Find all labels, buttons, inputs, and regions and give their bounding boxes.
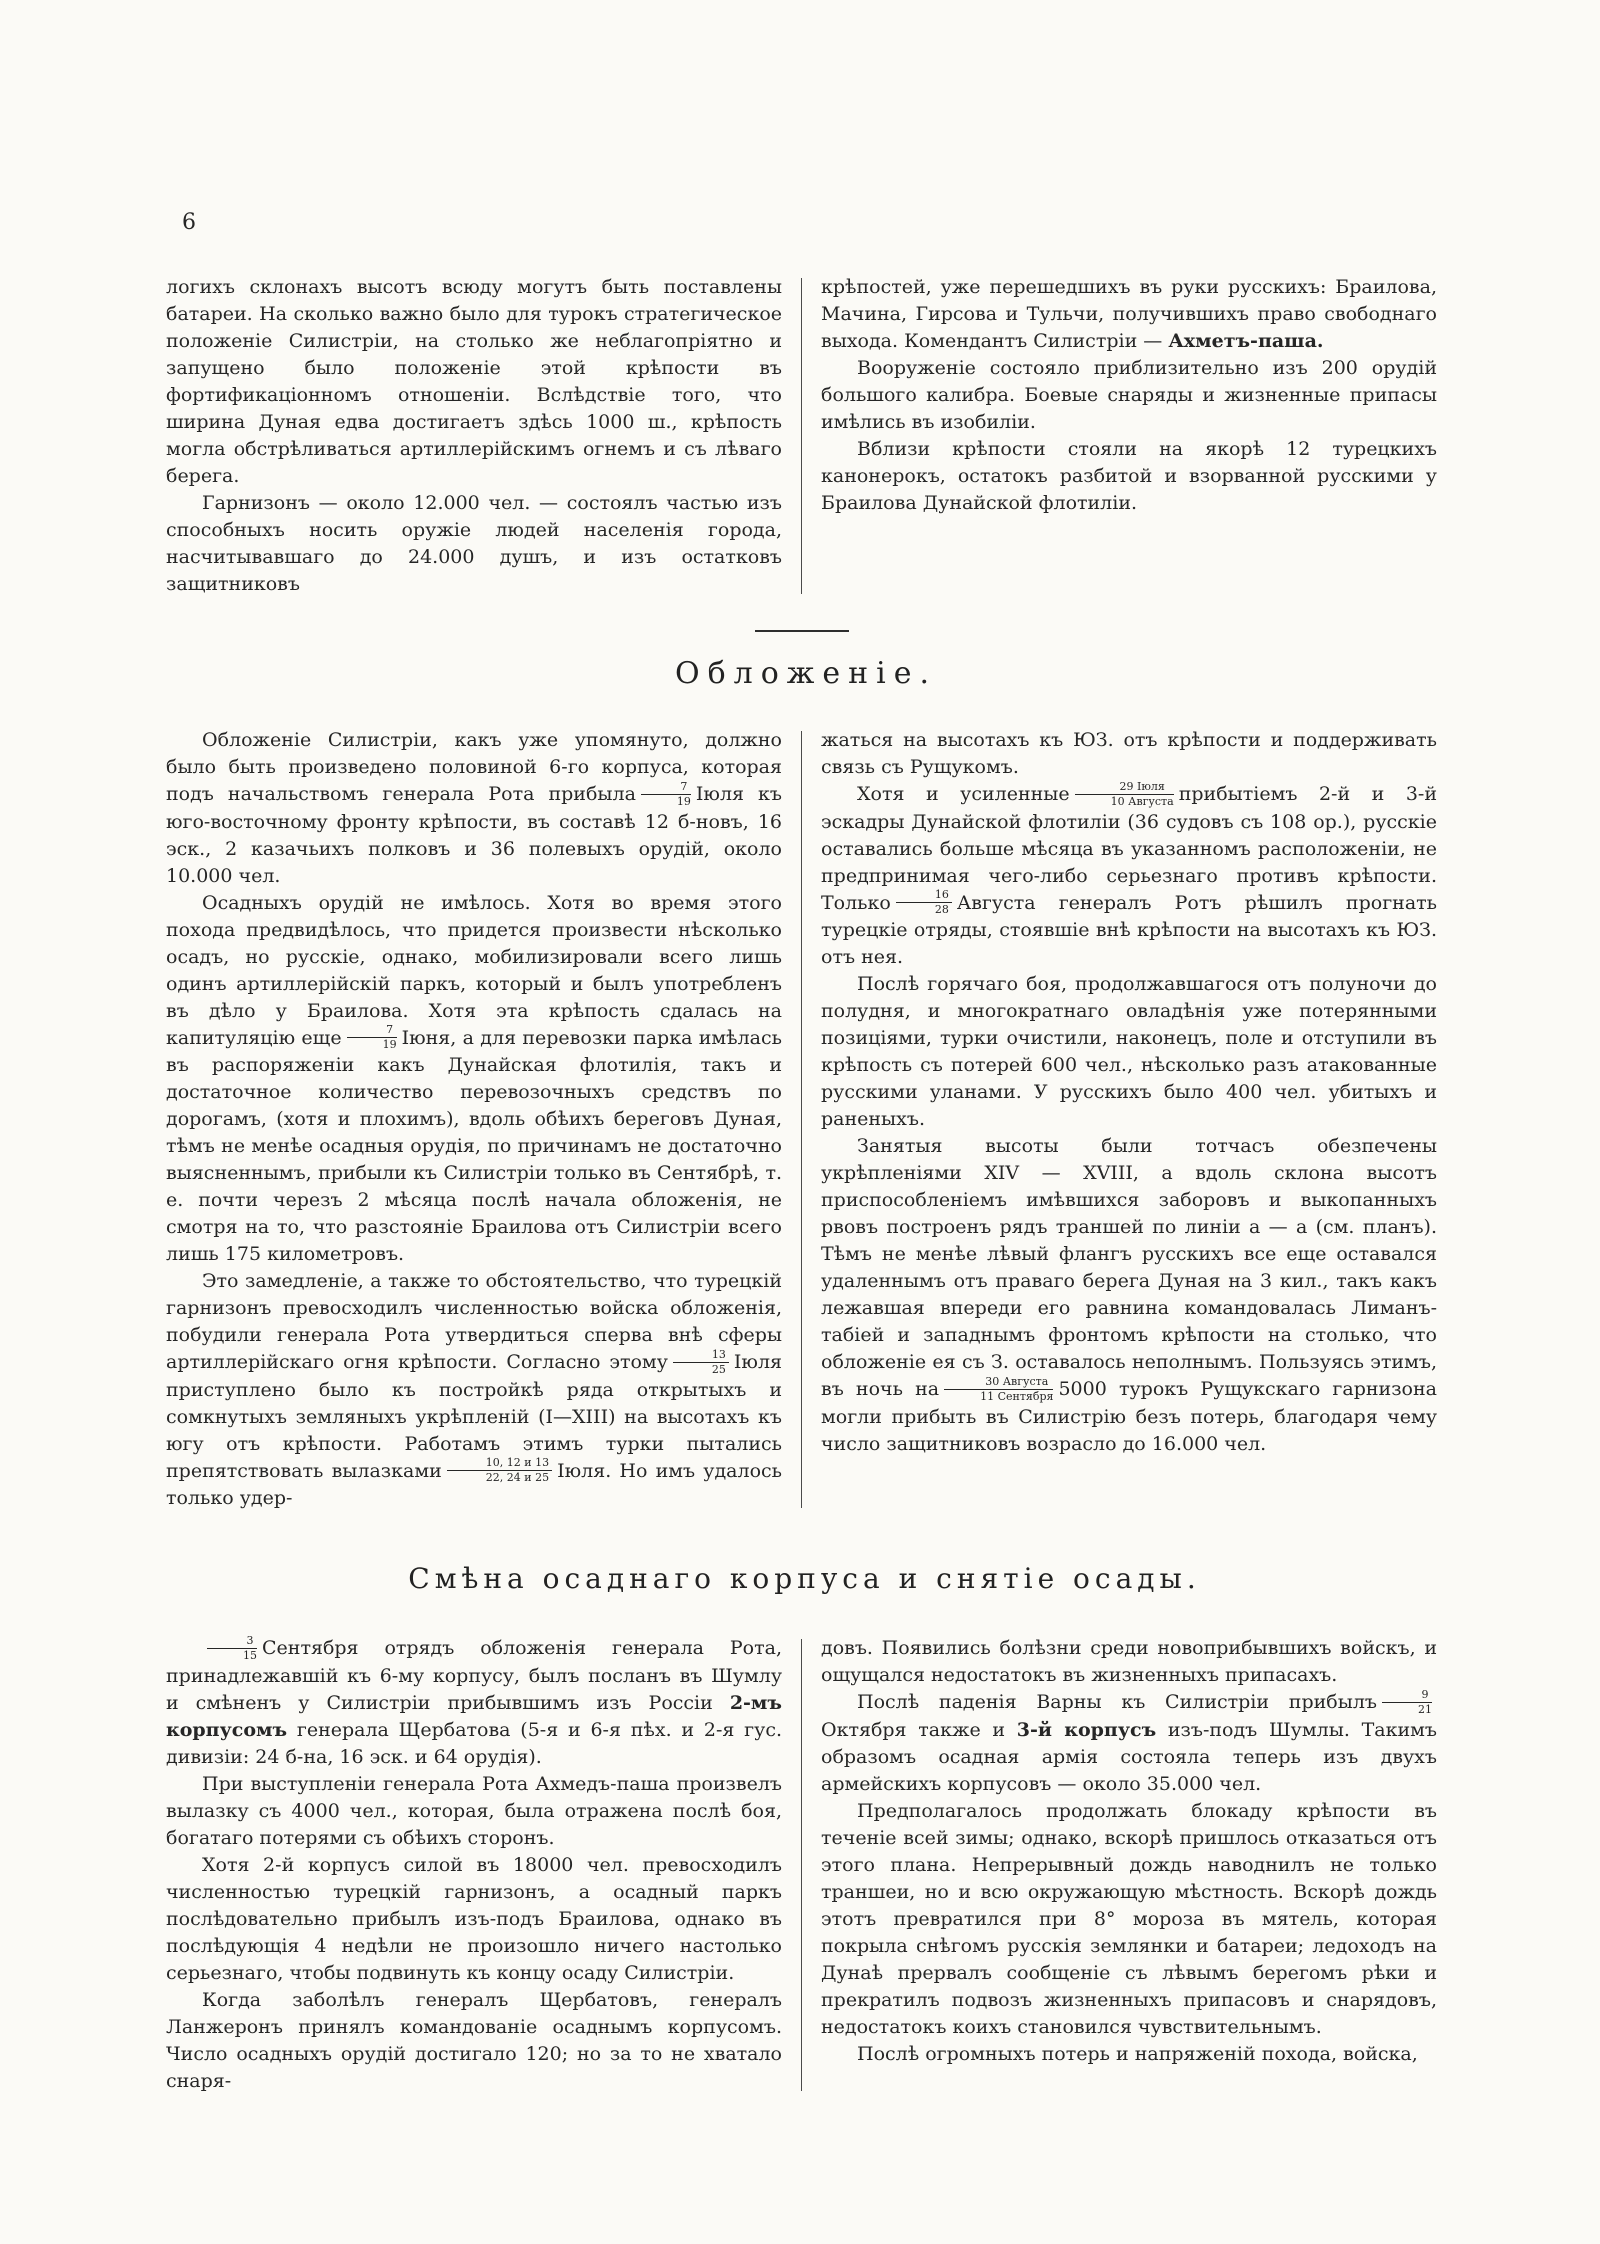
fraction-numerator: 30 Августа xyxy=(944,1376,1053,1390)
page-content xyxy=(166,274,1438,2095)
paragraph: логихъ склонахъ высотъ всюду могутъ быть поставлены батареи. На сколько важно было для турокъ стратегическое положеніе Силистріи, на столько же неблагопріятно и запущено было положеніе этой крѣпости въ фортификаціонномъ отношеніи. Вслѣдствіе того, что ширина Дуная едва достигаетъ здѣсь 1000 ш., крѣпость могла обстрѣливаться артиллерійскимъ огнемъ и съ лѣваго берега. xyxy=(166,276,782,487)
bold-text: 2-мъ корпусомъ xyxy=(166,1691,782,1741)
text-segment: изъ-подъ Шумлы. Такимъ образомъ осадная армія состояла теперь изъ двухъ армейскихъ корпусовъ — около 35.000 чел. xyxy=(821,1718,1437,1795)
text-segment: Послѣ паденія Варны къ Силистріи прибылъ xyxy=(857,1691,1377,1713)
fraction-denominator: 28 xyxy=(934,903,949,916)
fraction-numerator: 10, 12 и 13 xyxy=(447,1457,552,1471)
text-segment: Хотя и усиленные xyxy=(857,783,1070,805)
paragraph: Предполагалось продолжать блокаду крѣпости въ теченіе всей зимы; однако, вскорѣ пришлось отказаться отъ этого плана. Непрерывный дождь наводнилъ не только траншеи, но и всю окружающую мѣстность. Вскорѣ дождь этотъ превратился при 8° мороза въ мятель, которая покрыла снѣгомъ русскія землянки и батареи; ледоходъ на Дунаѣ прервалъ сообщеніе съ лѣвымъ берегомъ рѣки и прекратилъ подвозъ жизненныхъ припасовъ и снарядовъ, недостатокъ коихъ становился чувствительнымъ. xyxy=(821,1799,1437,2038)
paragraph: Вооруженіе состояло приблизительно изъ 200 орудій большого калибра. Боевые снаряды и жизненные припасы имѣлись въ изобиліи. xyxy=(821,357,1437,433)
fraction-denominator: 10 Августа xyxy=(1110,794,1174,808)
relief-left-column xyxy=(166,1635,782,2095)
text-segment: Это замедленіе, а также то обстоятельство, что турецкій гарнизонъ превосходилъ численностью войска обложенія, побудили генерала Рота утвердиться сперва внѣ сферы артиллерійскаго огня крѣпости. Согласно этому xyxy=(166,1270,782,1373)
fraction-denominator: 25 xyxy=(711,1362,726,1376)
date-fraction xyxy=(1075,781,1174,808)
text-segment: Августа генералъ Ротъ рѣшилъ прогнать турецкіе отряды, стоявшіе внѣ крѣпости на высотахъ къ ЮЗ. отъ нея. xyxy=(821,891,1437,968)
paragraph xyxy=(166,727,782,890)
fraction-numerator: 7 xyxy=(641,781,691,795)
text-segment: Занятыя высоты были тотчасъ обезпечены укрѣпленіями XIV — XVIII, а вдоль склона высотъ приспособленіемъ имѣвшихся заборовъ и выкопанныхъ рвовъ построенъ рядъ траншей по линіи а — а (см. планъ). Тѣмъ не менѣе лѣвый флангъ русскихъ все еще оставался удаленнымъ отъ праваго берега Дуная на 3 кил., такъ какъ лежавшая впереди его равнина командовалась Лиманъ-табіей и западнымъ фронтомъ крѣпости на столько, что обложеніе ея съ З. оставалось неполнымъ. Пользуясь этимъ, въ ночь на xyxy=(821,1135,1437,1400)
column-divider xyxy=(801,278,802,594)
paragraph: довъ. Появились болѣзни среди новоприбывшихъ войскъ, и ощущался недостатокъ въ жизненныхъ припасахъ. xyxy=(821,1637,1437,1686)
paragraph xyxy=(166,1268,782,1512)
paragraph xyxy=(166,890,782,1269)
siege-section xyxy=(166,727,1438,1512)
fraction-denominator: 19 xyxy=(676,794,691,808)
text-segment: Сентября отрядъ обложенія генерала Рота, принадлежавшій къ 6-му корпусу, былъ посланъ въ Шумлу и смѣненъ у Силистріи прибывшимъ изъ Россіи xyxy=(166,1637,782,1714)
paragraph xyxy=(821,274,1437,355)
section-divider xyxy=(166,630,1438,632)
paragraph xyxy=(166,1635,782,1771)
text-segment: Іюня, а для перевозки парка имѣлась въ распоряженіи какъ Дунайская флотилія, такъ и достаточное количество перевозочныхъ средствъ по дорогамъ, (хотя и плохимъ), вдоль обѣихъ береговъ Дуная, тѣмъ не менѣе осадныя орудія, по причинамъ не достаточно выясненнымъ, прибыли къ Силистріи только въ Сентябрѣ, т. е. почти черезъ 2 мѣсяца послѣ начала обложенія, не смотря на то, что разстояніе Браилова отъ Силистріи всего лишь 175 километровъ. xyxy=(166,1026,782,1265)
date-fraction xyxy=(347,1024,397,1051)
paragraph: Послѣ огромныхъ потерь и напряженій похода, войска, xyxy=(857,2042,1418,2065)
divider-rule xyxy=(755,630,849,632)
date-fraction xyxy=(896,889,952,916)
paragraph: Хотя 2-й корпусъ силой въ 18000 чел. превосходилъ численностью турецкій гарнизонъ, а осадный паркъ послѣдовательно прибылъ изъ-подъ Браилова, однако въ послѣдующія 4 недѣли не произошло ничего настолько серьезнаго, чтобы подвинуть къ концу осаду Силистріи. xyxy=(166,1853,782,1984)
paragraph: Гарнизонъ — около 12.000 чел. — состоялъ частью изъ способныхъ носить оружіе людей населенія города, насчитывавшаго до 24.000 душъ, и изъ остатковъ защитниковъ xyxy=(166,492,782,595)
intro-section xyxy=(166,274,1438,598)
date-fraction xyxy=(944,1376,1053,1403)
column-divider xyxy=(801,731,802,1508)
section-heading-relief: Смѣна осаднаго корпуса и снятіе осады. xyxy=(408,1562,1201,1595)
fraction-numerator: 13 xyxy=(673,1349,729,1363)
intro-right-column xyxy=(821,274,1437,598)
paragraph xyxy=(821,781,1437,971)
fraction-numerator: 29 Іюля xyxy=(1075,781,1174,795)
paragraph: Послѣ горячаго боя, продолжавшагося отъ полуночи до полудня, и многократнаго овладѣнія уже потерянными позиціями, турки очистили, наконецъ, поле и отступили въ крѣпость съ потерей 600 чел., нѣсколько разъ атакованные русскими уланами. У русскихъ было 400 чел. убитыхъ и раненыхъ. xyxy=(821,973,1437,1130)
fraction-numerator: 16 xyxy=(896,889,952,903)
date-fraction xyxy=(1382,1689,1432,1716)
fraction-denominator: 15 xyxy=(243,1648,257,1662)
fraction-denominator: 19 xyxy=(382,1038,397,1051)
text-segment: Осадныхъ орудій не имѣлось. Хотя во время этого похода предвидѣлось, что придется произвести нѣсколько осадъ, но русскіе, однако, мобилизировали всего лишь одинъ артиллерійскій паркъ, который и былъ употребленъ въ дѣло у Браилова. Хотя эта крѣпость сдалась на капитуляцію еще xyxy=(166,891,782,1049)
fraction-denominator: 22, 24 и 25 xyxy=(485,1471,550,1484)
paragraph: Когда заболѣлъ генералъ Щербатовъ, генералъ Ланжеронъ принялъ командованіе осаднымъ корпусомъ. Число осадныхъ орудій достигало 120; но за то не хватало снаря- xyxy=(166,1988,782,2092)
paragraph: Вблизи крѣпости стояли на якорѣ 12 турецкихъ канонерокъ, остатокъ разбитой и взорванной русскими у Браилова Дунайской флотиліи. xyxy=(821,438,1437,514)
relief-section xyxy=(166,1635,1438,2095)
date-fraction xyxy=(207,1635,257,1662)
date-fraction xyxy=(673,1349,729,1376)
text-segment: 5000 турокъ Рущукскаго гарнизона могли прибыть въ Силистрію безъ потерь, благодаря чему число защитниковъ возрасло до 16.000 чел. xyxy=(821,1378,1437,1455)
fraction-numerator: 3 xyxy=(207,1635,257,1649)
text-segment: прибытіемъ 2-й и 3-й эскадры Дунайской флотиліи (36 судовъ съ 108 ор.), русскіе оставались больше мѣсяца въ указанномъ расположеніи, не предпринимая чего-либо серьезнаго противъ крѣпости. Только xyxy=(821,783,1437,914)
paragraph: жаться на высотахъ къ ЮЗ. отъ крѣпости и поддерживать связь съ Рущукомъ. xyxy=(821,729,1437,778)
text-segment: Іюля къ юго-восточному фронту крѣпости, въ составѣ 12 б-новъ, 16 эск., 2 казачьихъ полковъ и 36 полевыхъ орудій, около 10.000 чел. xyxy=(166,783,782,887)
text-segment: генерала Щербатова (5-я и 6-я пѣх. и 2-я гус. дивизіи: 24 б-на, 16 эск. и 64 орудія). xyxy=(166,1718,782,1768)
text-segment: Іюля приступлено было къ постройкѣ ряда открытыхъ и сомкнутыхъ земляныхъ укрѣпленій (I—XIII) на высотахъ къ югу отъ крѣпости. Работамъ этимъ турки пытались препятствовать вылазками xyxy=(166,1351,782,1482)
intro-left-column xyxy=(166,274,782,598)
fraction-denominator: 21 xyxy=(1418,1702,1432,1716)
text-segment: Октября также и xyxy=(821,1718,1017,1741)
fraction-numerator: 7 xyxy=(347,1024,397,1038)
fraction-numerator: 9 xyxy=(1382,1689,1432,1703)
relief-right-column xyxy=(821,1635,1437,2095)
page-number: 6 xyxy=(182,210,196,235)
date-fraction xyxy=(641,781,691,808)
section-heading-siege: Обложеніе. xyxy=(674,656,937,691)
text-segment: Обложеніе Силистріи, какъ уже упомянуто, должно было быть произведено половиной 6-го корпуса, которая подъ начальствомъ генерала Рота прибыла xyxy=(166,729,782,805)
column-divider xyxy=(801,1639,802,2091)
text-segment: крѣпостей, уже перешедшихъ въ руки русскихъ: Браилова, Мачина, Гирсова и Тульчи, получившихъ право свободнаго выхода. Комендантъ Силистріи — xyxy=(821,276,1437,352)
paragraph xyxy=(821,1133,1437,1458)
siege-left-column xyxy=(166,727,782,1512)
siege-right-column xyxy=(821,727,1437,1512)
text-segment: Іюля. Но имъ удалось только удер- xyxy=(166,1459,782,1509)
paragraph xyxy=(821,1689,1437,1798)
bold-text: 3-й корпусъ xyxy=(1016,1718,1157,1741)
paragraph: При выступленіи генерала Рота Ахмедъ-паша произвелъ вылазку съ 4000 чел., которая, была отражена послѣ боя, богатаго потерями съ обѣихъ сторонъ. xyxy=(166,1772,782,1849)
bold-text: Ахметъ-паша. xyxy=(1168,330,1324,352)
fraction-denominator: 11 Сентября xyxy=(980,1389,1054,1403)
date-fraction xyxy=(447,1457,552,1484)
